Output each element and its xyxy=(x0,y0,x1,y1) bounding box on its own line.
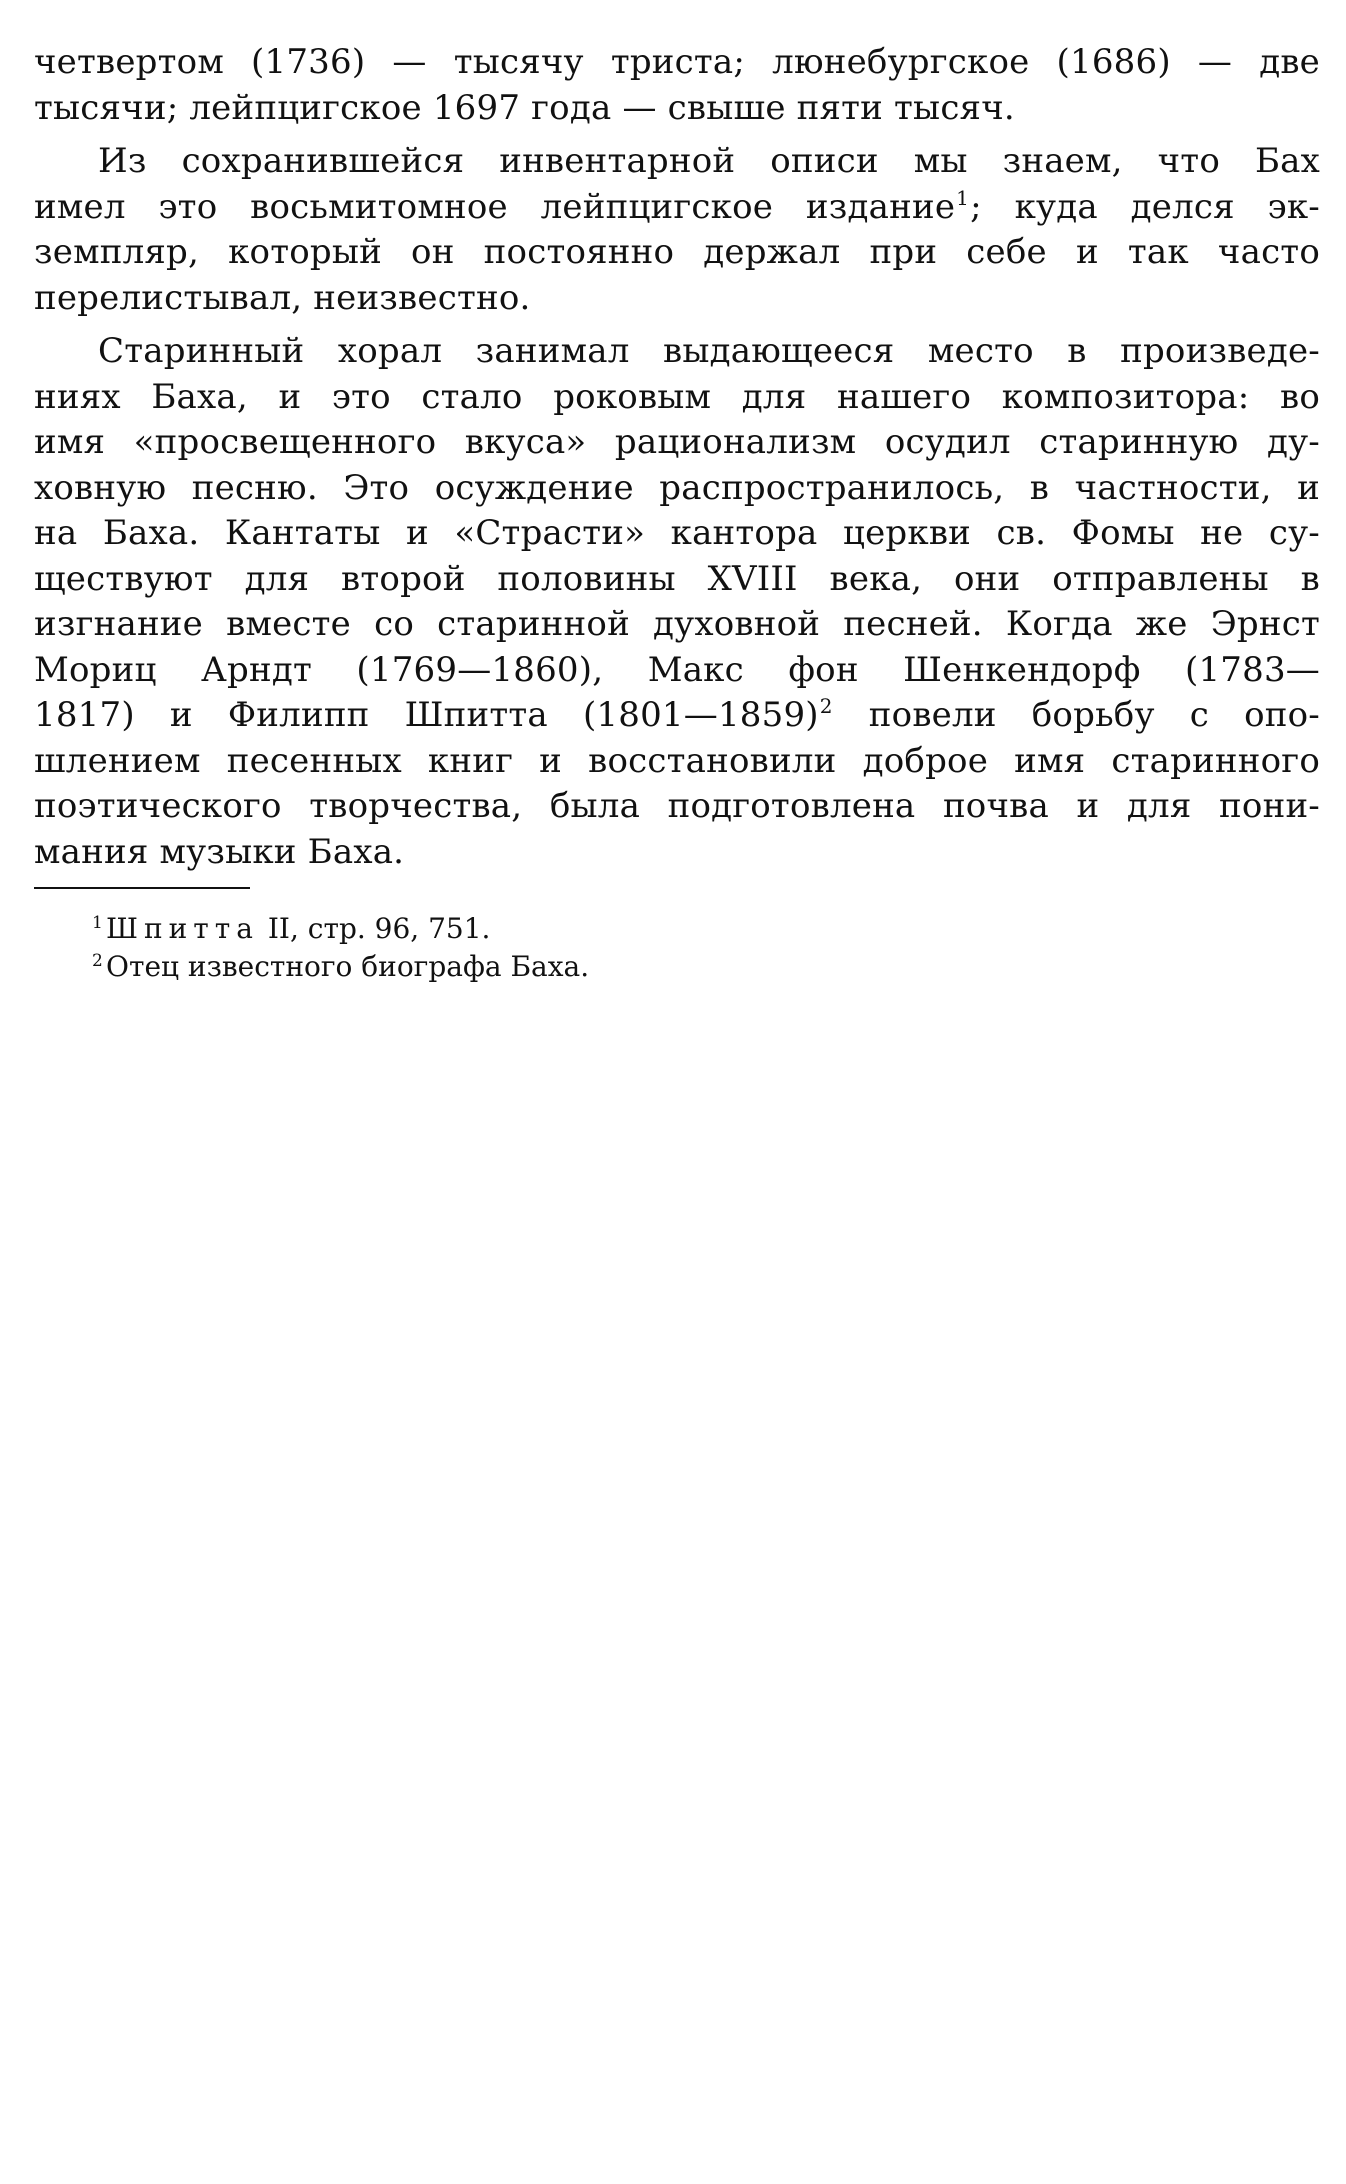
text-segment: повели борьбу с опо- xyxy=(833,695,1320,735)
text-line: четвертом (1736) — тысячу триста; люнебургское (1686) — две xyxy=(34,42,1320,82)
text-line xyxy=(34,693,1320,739)
text-line: на Баха. Кантаты и «Страсти» кантора церкви св. Фомы не су- xyxy=(34,513,1320,553)
text-line: поэтического творчества, была подготовлена почва и для пони- xyxy=(34,786,1320,826)
text-line: ховную песню. Это осуждение распространилось, в частности, и xyxy=(34,467,1320,508)
text-line: земпляр, который он постоянно держал при себе и так часто xyxy=(34,232,1320,272)
text-segment: имел это восьмитомное лейпцигское издание xyxy=(34,186,956,227)
paragraph-1 xyxy=(34,40,1320,131)
footnote-item xyxy=(92,910,1206,948)
text-line: ниях Баха, и это стало роковым для нашего композитора: во xyxy=(34,376,1320,417)
footnote-ref: 2 xyxy=(819,694,833,718)
text-line: имя «просвещенного вкуса» рационализм осудил старинную ду- xyxy=(34,422,1320,462)
text-line: перелистывал, неизвестно. xyxy=(34,277,531,318)
text-segment: ; куда делся эк- xyxy=(970,186,1320,227)
text-line: Из сохранившейся инвентарной описи мы знаем, что Бах xyxy=(98,141,1320,181)
text-line: тысячи; лейпцигское 1697 года — свыше пяти тысяч. xyxy=(34,87,1015,128)
paragraph-2 xyxy=(34,139,1320,321)
text-line: шлением песенных книг и восстановили доброе имя старинного xyxy=(34,740,1320,781)
text-line: Мориц Арндт (1769—1860), Макс фон Шенкендорф (1783— xyxy=(34,649,1320,690)
text-line: Старинный хорал занимал выдающееся место в произведе- xyxy=(98,331,1320,371)
footnote-divider xyxy=(34,887,250,889)
footnote-item xyxy=(92,948,1206,986)
page-body xyxy=(34,40,1320,883)
paragraph-3 xyxy=(34,329,1320,875)
footnotes xyxy=(92,910,1206,986)
text-line: мания музыки Баха. xyxy=(34,831,405,872)
text-segment: 1817) и Филипп Шпитта (1801—1859) xyxy=(34,695,819,735)
footnote-text: II, стр. 96, 751. xyxy=(258,912,491,945)
footnote-text: Отец известного биографа Баха. xyxy=(106,950,590,983)
footnote-number: 2 xyxy=(92,951,103,971)
text-line: изгнание вместе со старинной духовной песней. Когда же Эрнст xyxy=(34,604,1320,644)
text-line xyxy=(34,185,1320,231)
footnote-ref: 1 xyxy=(956,185,970,210)
footnote-number: 1 xyxy=(92,913,103,933)
footnote-author: Шпитта xyxy=(106,912,259,945)
text-line: ществуют для второй половины XVIII века, они отправлены в xyxy=(34,558,1320,599)
